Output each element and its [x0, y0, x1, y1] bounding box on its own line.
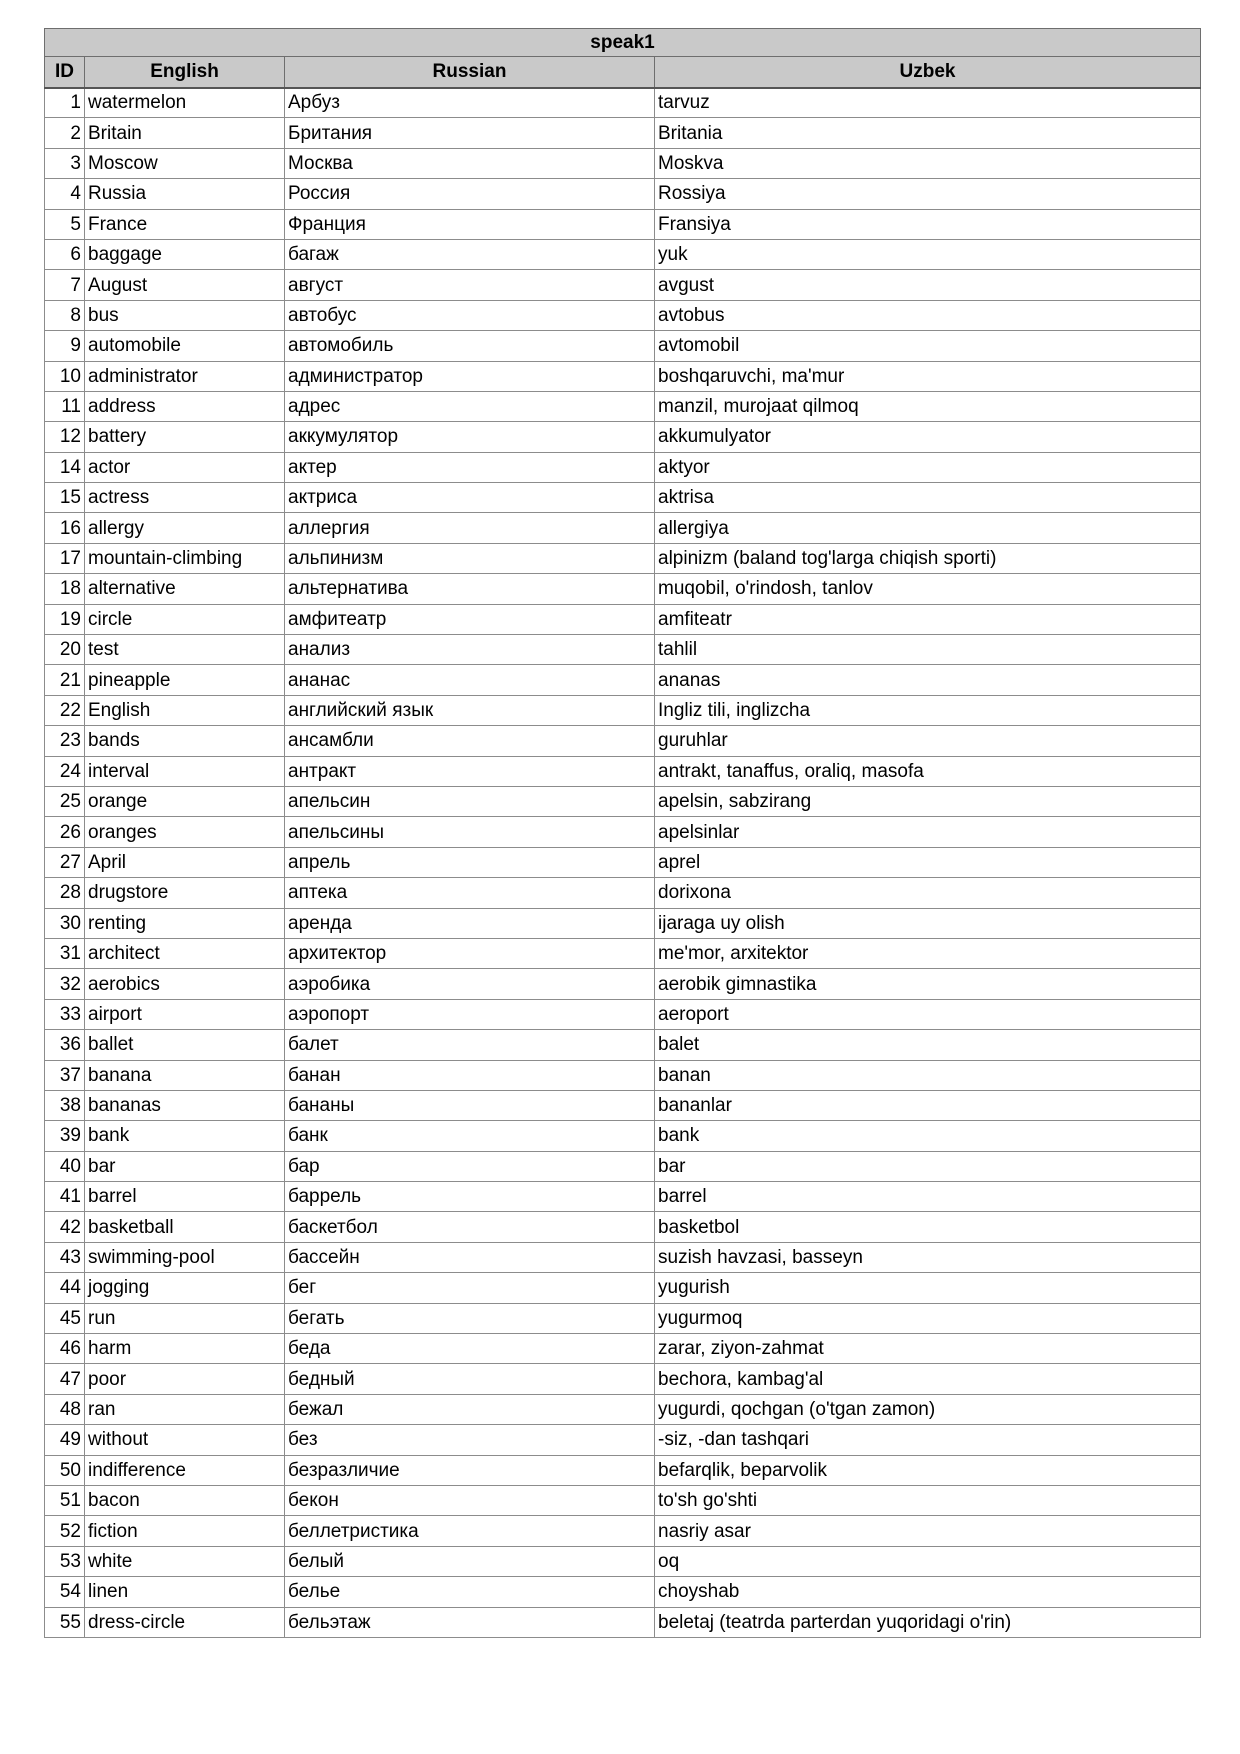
- cell-uzbek: nasriy asar: [655, 1516, 1201, 1546]
- cell-uzbek: aprel: [655, 847, 1201, 877]
- cell-english: pineapple: [85, 665, 285, 695]
- table-row: [45, 969, 1201, 999]
- cell-russian: бар: [285, 1151, 655, 1181]
- cell-english: aerobics: [85, 969, 285, 999]
- cell-russian: альпинизм: [285, 543, 655, 573]
- cell-english: drugstore: [85, 878, 285, 908]
- cell-id: 24: [45, 756, 85, 786]
- cell-id: 21: [45, 665, 85, 695]
- cell-russian: альтернатива: [285, 574, 655, 604]
- table-row: [45, 209, 1201, 239]
- cell-uzbek: boshqaruvchi, ma'mur: [655, 361, 1201, 391]
- table-row: [45, 513, 1201, 543]
- cell-uzbek: antrakt, tanaffus, oraliq, masofa: [655, 756, 1201, 786]
- cell-english: dress-circle: [85, 1607, 285, 1637]
- cell-russian: беллетристика: [285, 1516, 655, 1546]
- table-row: [45, 1030, 1201, 1060]
- cell-english: oranges: [85, 817, 285, 847]
- table-row: [45, 483, 1201, 513]
- table-row: [45, 1394, 1201, 1424]
- cell-uzbek: bar: [655, 1151, 1201, 1181]
- cell-uzbek: barrel: [655, 1182, 1201, 1212]
- cell-uzbek: tarvuz: [655, 88, 1201, 118]
- cell-english: Moscow: [85, 148, 285, 178]
- cell-english: bands: [85, 726, 285, 756]
- cell-english: Russia: [85, 179, 285, 209]
- table-row: [45, 756, 1201, 786]
- cell-uzbek: alpinizm (baland tog'larga chiqish sporti): [655, 543, 1201, 573]
- cell-uzbek: aerobik gimnastika: [655, 969, 1201, 999]
- cell-russian: архитектор: [285, 938, 655, 968]
- cell-uzbek: aktyor: [655, 452, 1201, 482]
- cell-uzbek: avtobus: [655, 300, 1201, 330]
- cell-english: basketball: [85, 1212, 285, 1242]
- table-row: [45, 1121, 1201, 1151]
- cell-russian: амфитеатр: [285, 604, 655, 634]
- cell-uzbek: amfiteatr: [655, 604, 1201, 634]
- cell-uzbek: bananlar: [655, 1090, 1201, 1120]
- sheet-title: speak1: [45, 29, 1201, 57]
- cell-id: 18: [45, 574, 85, 604]
- cell-uzbek: yuk: [655, 239, 1201, 269]
- cell-russian: ансамбли: [285, 726, 655, 756]
- cell-id: 30: [45, 908, 85, 938]
- table-row: [45, 1455, 1201, 1485]
- table-row: [45, 1090, 1201, 1120]
- cell-id: 46: [45, 1334, 85, 1364]
- cell-russian: безразличие: [285, 1455, 655, 1485]
- cell-uzbek: to'sh go'shti: [655, 1485, 1201, 1515]
- cell-id: 55: [45, 1607, 85, 1637]
- cell-uzbek: Moskva: [655, 148, 1201, 178]
- cell-english: mountain-climbing: [85, 543, 285, 573]
- table-row: [45, 1242, 1201, 1272]
- cell-russian: бегать: [285, 1303, 655, 1333]
- cell-id: 41: [45, 1182, 85, 1212]
- table-row: [45, 665, 1201, 695]
- table-row: [45, 938, 1201, 968]
- cell-russian: адрес: [285, 391, 655, 421]
- cell-russian: английский язык: [285, 695, 655, 725]
- cell-russian: аренда: [285, 908, 655, 938]
- cell-russian: актер: [285, 452, 655, 482]
- cell-uzbek: Fransiya: [655, 209, 1201, 239]
- table-row: [45, 1303, 1201, 1333]
- cell-english: bacon: [85, 1485, 285, 1515]
- cell-english: bank: [85, 1121, 285, 1151]
- cell-uzbek: balet: [655, 1030, 1201, 1060]
- cell-russian: банан: [285, 1060, 655, 1090]
- table-row: [45, 695, 1201, 725]
- cell-uzbek: allergiya: [655, 513, 1201, 543]
- table-row: [45, 179, 1201, 209]
- cell-russian: без: [285, 1425, 655, 1455]
- cell-id: 51: [45, 1485, 85, 1515]
- cell-id: 14: [45, 452, 85, 482]
- cell-uzbek: yugurish: [655, 1273, 1201, 1303]
- cell-russian: автобус: [285, 300, 655, 330]
- table-row: [45, 331, 1201, 361]
- cell-english: allergy: [85, 513, 285, 543]
- cell-russian: бежал: [285, 1394, 655, 1424]
- table-row: [45, 543, 1201, 573]
- table-row: [45, 847, 1201, 877]
- cell-id: 52: [45, 1516, 85, 1546]
- cell-uzbek: ananas: [655, 665, 1201, 695]
- cell-russian: белый: [285, 1546, 655, 1576]
- cell-id: 1: [45, 88, 85, 118]
- cell-russian: бег: [285, 1273, 655, 1303]
- table-row: [45, 726, 1201, 756]
- table-row: [45, 1182, 1201, 1212]
- table-row: [45, 1577, 1201, 1607]
- cell-id: 32: [45, 969, 85, 999]
- cell-english: April: [85, 847, 285, 877]
- cell-uzbek: muqobil, o'rindosh, tanlov: [655, 574, 1201, 604]
- cell-russian: балет: [285, 1030, 655, 1060]
- cell-uzbek: Britania: [655, 118, 1201, 148]
- cell-english: banana: [85, 1060, 285, 1090]
- cell-russian: ананас: [285, 665, 655, 695]
- cell-uzbek: yugurmoq: [655, 1303, 1201, 1333]
- cell-id: 9: [45, 331, 85, 361]
- cell-id: 3: [45, 148, 85, 178]
- cell-id: 2: [45, 118, 85, 148]
- cell-uzbek: zarar, ziyon-zahmat: [655, 1334, 1201, 1364]
- cell-russian: аптека: [285, 878, 655, 908]
- cell-english: address: [85, 391, 285, 421]
- cell-english: ballet: [85, 1030, 285, 1060]
- cell-uzbek: apelsin, sabzirang: [655, 786, 1201, 816]
- cell-id: 15: [45, 483, 85, 513]
- cell-russian: август: [285, 270, 655, 300]
- cell-id: 6: [45, 239, 85, 269]
- cell-english: interval: [85, 756, 285, 786]
- cell-russian: бельэтаж: [285, 1607, 655, 1637]
- table-row: [45, 1212, 1201, 1242]
- cell-id: 20: [45, 635, 85, 665]
- table-row: [45, 1151, 1201, 1181]
- cell-id: 37: [45, 1060, 85, 1090]
- cell-id: 19: [45, 604, 85, 634]
- cell-uzbek: befarqlik, beparvolik: [655, 1455, 1201, 1485]
- cell-russian: беда: [285, 1334, 655, 1364]
- cell-english: watermelon: [85, 88, 285, 118]
- cell-uzbek: beletaj (teatrda parterdan yuqoridagi o'rin): [655, 1607, 1201, 1637]
- cell-english: bus: [85, 300, 285, 330]
- cell-russian: Британия: [285, 118, 655, 148]
- cell-english: ran: [85, 1394, 285, 1424]
- cell-id: 45: [45, 1303, 85, 1333]
- cell-id: 36: [45, 1030, 85, 1060]
- cell-russian: анализ: [285, 635, 655, 665]
- cell-russian: баррель: [285, 1182, 655, 1212]
- cell-uzbek: oq: [655, 1546, 1201, 1576]
- cell-russian: автомобиль: [285, 331, 655, 361]
- cell-id: 33: [45, 999, 85, 1029]
- cell-english: English: [85, 695, 285, 725]
- cell-id: 17: [45, 543, 85, 573]
- cell-id: 39: [45, 1121, 85, 1151]
- table-row: [45, 817, 1201, 847]
- cell-id: 27: [45, 847, 85, 877]
- cell-russian: аэробика: [285, 969, 655, 999]
- cell-id: 4: [45, 179, 85, 209]
- column-header-russian: Russian: [285, 57, 655, 88]
- cell-russian: бекон: [285, 1485, 655, 1515]
- cell-english: test: [85, 635, 285, 665]
- cell-russian: багаж: [285, 239, 655, 269]
- cell-russian: антракт: [285, 756, 655, 786]
- cell-english: alternative: [85, 574, 285, 604]
- cell-russian: бедный: [285, 1364, 655, 1394]
- cell-russian: белье: [285, 1577, 655, 1607]
- cell-english: August: [85, 270, 285, 300]
- cell-english: airport: [85, 999, 285, 1029]
- cell-english: swimming-pool: [85, 1242, 285, 1272]
- cell-uzbek: Ingliz tili, inglizcha: [655, 695, 1201, 725]
- cell-english: white: [85, 1546, 285, 1576]
- cell-russian: Франция: [285, 209, 655, 239]
- column-header-id: ID: [45, 57, 85, 88]
- cell-uzbek: basketbol: [655, 1212, 1201, 1242]
- cell-russian: апельсины: [285, 817, 655, 847]
- cell-russian: баскетбол: [285, 1212, 655, 1242]
- vocabulary-sheet: [44, 28, 1200, 1638]
- table-row: [45, 1485, 1201, 1515]
- column-header-uzbek: Uzbek: [655, 57, 1201, 88]
- table-row: [45, 878, 1201, 908]
- cell-russian: Россия: [285, 179, 655, 209]
- table-row: [45, 300, 1201, 330]
- table-row: [45, 148, 1201, 178]
- cell-id: 43: [45, 1242, 85, 1272]
- cell-id: 31: [45, 938, 85, 968]
- cell-id: 42: [45, 1212, 85, 1242]
- cell-uzbek: Rossiya: [655, 179, 1201, 209]
- cell-uzbek: yugurdi, qochgan (o'tgan zamon): [655, 1394, 1201, 1424]
- cell-english: linen: [85, 1577, 285, 1607]
- table-row: [45, 1334, 1201, 1364]
- cell-id: 48: [45, 1394, 85, 1424]
- cell-english: run: [85, 1303, 285, 1333]
- cell-russian: Арбуз: [285, 88, 655, 118]
- cell-id: 11: [45, 391, 85, 421]
- cell-uzbek: aeroport: [655, 999, 1201, 1029]
- cell-english: administrator: [85, 361, 285, 391]
- table-row: [45, 908, 1201, 938]
- cell-english: actor: [85, 452, 285, 482]
- cell-id: 38: [45, 1090, 85, 1120]
- cell-russian: банк: [285, 1121, 655, 1151]
- cell-id: 47: [45, 1364, 85, 1394]
- table-row: [45, 786, 1201, 816]
- cell-uzbek: apelsinlar: [655, 817, 1201, 847]
- cell-russian: бананы: [285, 1090, 655, 1120]
- table-row: [45, 239, 1201, 269]
- table-row: [45, 1516, 1201, 1546]
- cell-uzbek: me'mor, arxitektor: [655, 938, 1201, 968]
- cell-english: circle: [85, 604, 285, 634]
- cell-id: 54: [45, 1577, 85, 1607]
- cell-id: 12: [45, 422, 85, 452]
- cell-russian: Москва: [285, 148, 655, 178]
- cell-english: without: [85, 1425, 285, 1455]
- table-row: [45, 88, 1201, 118]
- table-row: [45, 1273, 1201, 1303]
- cell-russian: администратор: [285, 361, 655, 391]
- table-row: [45, 999, 1201, 1029]
- table-row: [45, 1546, 1201, 1576]
- cell-uzbek: avgust: [655, 270, 1201, 300]
- column-header-english: English: [85, 57, 285, 88]
- cell-russian: апельсин: [285, 786, 655, 816]
- cell-english: fiction: [85, 1516, 285, 1546]
- cell-english: jogging: [85, 1273, 285, 1303]
- cell-english: France: [85, 209, 285, 239]
- vocabulary-table: [44, 28, 1201, 1638]
- cell-english: indifference: [85, 1455, 285, 1485]
- table-row: [45, 635, 1201, 665]
- table-row: [45, 604, 1201, 634]
- table-row: [45, 270, 1201, 300]
- cell-id: 44: [45, 1273, 85, 1303]
- cell-english: barrel: [85, 1182, 285, 1212]
- cell-russian: аллергия: [285, 513, 655, 543]
- cell-uzbek: choyshab: [655, 1577, 1201, 1607]
- cell-english: automobile: [85, 331, 285, 361]
- cell-english: bar: [85, 1151, 285, 1181]
- cell-uzbek: avtomobil: [655, 331, 1201, 361]
- cell-id: 53: [45, 1546, 85, 1576]
- cell-english: Britain: [85, 118, 285, 148]
- table-row: [45, 118, 1201, 148]
- cell-english: battery: [85, 422, 285, 452]
- cell-uzbek: bechora, kambag'al: [655, 1364, 1201, 1394]
- cell-english: baggage: [85, 239, 285, 269]
- cell-english: architect: [85, 938, 285, 968]
- cell-id: 50: [45, 1455, 85, 1485]
- table-row: [45, 452, 1201, 482]
- cell-english: renting: [85, 908, 285, 938]
- cell-russian: актриса: [285, 483, 655, 513]
- cell-uzbek: suzish havzasi, basseyn: [655, 1242, 1201, 1272]
- cell-id: 16: [45, 513, 85, 543]
- table-row: [45, 361, 1201, 391]
- table-row: [45, 391, 1201, 421]
- cell-id: 23: [45, 726, 85, 756]
- cell-uzbek: akkumulyator: [655, 422, 1201, 452]
- cell-russian: аэропорт: [285, 999, 655, 1029]
- cell-id: 28: [45, 878, 85, 908]
- cell-id: 25: [45, 786, 85, 816]
- cell-uzbek: manzil, murojaat qilmoq: [655, 391, 1201, 421]
- table-row: [45, 1607, 1201, 1637]
- cell-uzbek: tahlil: [655, 635, 1201, 665]
- cell-english: bananas: [85, 1090, 285, 1120]
- table-row: [45, 422, 1201, 452]
- cell-uzbek: dorixona: [655, 878, 1201, 908]
- cell-russian: бассейн: [285, 1242, 655, 1272]
- cell-id: 8: [45, 300, 85, 330]
- cell-id: 10: [45, 361, 85, 391]
- cell-uzbek: aktrisa: [655, 483, 1201, 513]
- cell-english: poor: [85, 1364, 285, 1394]
- cell-russian: апрель: [285, 847, 655, 877]
- cell-russian: аккумулятор: [285, 422, 655, 452]
- cell-id: 49: [45, 1425, 85, 1455]
- cell-uzbek: guruhlar: [655, 726, 1201, 756]
- cell-english: actress: [85, 483, 285, 513]
- cell-uzbek: banan: [655, 1060, 1201, 1090]
- cell-id: 26: [45, 817, 85, 847]
- table-row: [45, 1425, 1201, 1455]
- cell-uzbek: ijaraga uy olish: [655, 908, 1201, 938]
- cell-english: harm: [85, 1334, 285, 1364]
- table-row: [45, 1060, 1201, 1090]
- cell-id: 5: [45, 209, 85, 239]
- cell-uzbek: bank: [655, 1121, 1201, 1151]
- cell-english: orange: [85, 786, 285, 816]
- cell-id: 40: [45, 1151, 85, 1181]
- cell-uzbek: -siz, -dan tashqari: [655, 1425, 1201, 1455]
- cell-id: 7: [45, 270, 85, 300]
- table-body: [45, 88, 1201, 1638]
- table-row: [45, 574, 1201, 604]
- cell-id: 22: [45, 695, 85, 725]
- table-row: [45, 1364, 1201, 1394]
